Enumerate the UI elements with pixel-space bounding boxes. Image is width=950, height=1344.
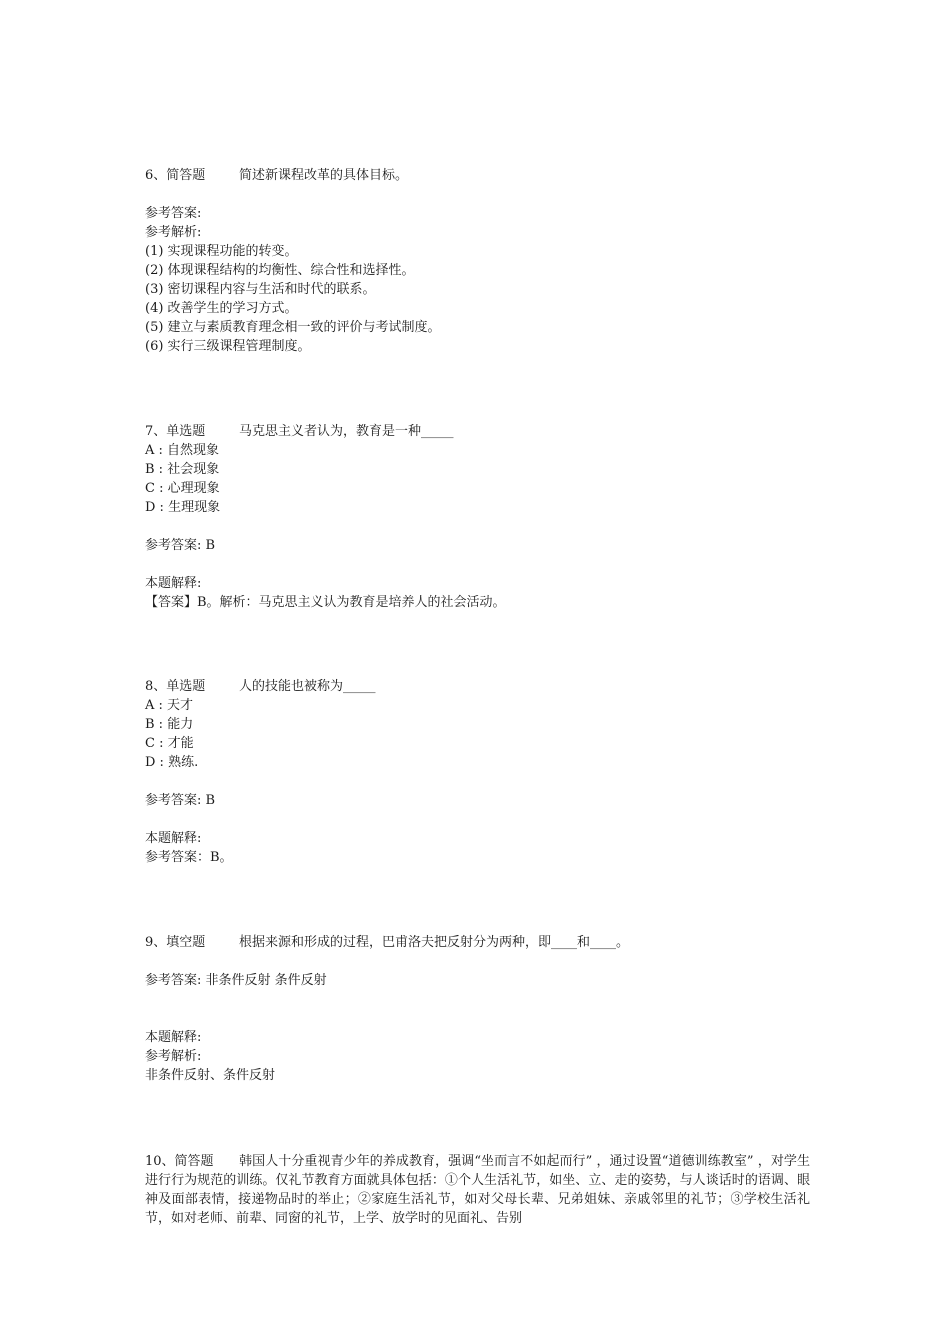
option-b: B : 能力 bbox=[145, 717, 194, 732]
question-6-header bbox=[145, 166, 810, 185]
option-d: D : 熟练. bbox=[145, 755, 199, 770]
explain-text: 【答案】B。解析：马克思主义认为教育是培养人的社会活动。 bbox=[145, 595, 506, 610]
question-stem: 马克思主义者认为，教育是一种_____ bbox=[239, 424, 454, 439]
question-number: 7、单选题 bbox=[145, 424, 206, 439]
reference-answer: 参考答案: 非条件反射 条件反射 bbox=[145, 973, 327, 988]
question-number: 10、简答题 bbox=[145, 1154, 214, 1169]
question-8 bbox=[145, 677, 810, 867]
reference-answer: 参考答案: B bbox=[145, 538, 216, 553]
question-number: 6、简答题 bbox=[145, 168, 206, 183]
question-stem: 韩国人十分重视青少年的养成教育，强调“坐而言不如起而行” ，通过设置“道德训练教室” ，对学生进行行为规范的训练。仅礼节教育方面就具体包括：①个人生活礼节，如坐、立、走的姿势，与人谈话时的语调、眼神及面部表情，接递物品时的举止；②家庭生活礼节，如对父母长辈、兄弟姐妹、亲戚邻里的礼节；③学校生活礼节，如对老师、前辈、同窗的礼节，上学、放学时的见面礼、告别 bbox=[145, 1154, 810, 1226]
analysis-label: 参考解析: bbox=[145, 1049, 202, 1064]
question-9-header bbox=[145, 933, 810, 952]
option-b: B : 社会现象 bbox=[145, 462, 220, 477]
option-a: A : 天才 bbox=[145, 698, 194, 713]
question-6 bbox=[145, 166, 810, 356]
answer-label: 参考答案: bbox=[145, 206, 202, 221]
question-10 bbox=[145, 1152, 810, 1228]
question-stem: 简述新课程改革的具体目标。 bbox=[239, 168, 409, 183]
question-stem: 人的技能也被称为_____ bbox=[239, 679, 376, 694]
analysis-point: (5) 建立与素质教育理念相一致的评价与考试制度。 bbox=[145, 320, 441, 335]
option-d: D : 生理现象 bbox=[145, 500, 221, 515]
explain-label: 本题解释: bbox=[145, 831, 202, 846]
option-c: C : 心理现象 bbox=[145, 481, 220, 496]
option-a: A : 自然现象 bbox=[145, 443, 220, 458]
analysis-point: (3) 密切课程内容与生活和时代的联系。 bbox=[145, 282, 376, 297]
option-c: C : 才能 bbox=[145, 736, 194, 751]
explain-text: 参考答案：B。 bbox=[145, 850, 233, 865]
question-9 bbox=[145, 933, 810, 1085]
question-8-header bbox=[145, 677, 810, 696]
question-number: 8、单选题 bbox=[145, 679, 206, 694]
analysis-point: (2) 体现课程结构的均衡性、综合性和选择性。 bbox=[145, 263, 415, 278]
explain-label: 本题解释: bbox=[145, 576, 202, 591]
question-7 bbox=[145, 422, 810, 612]
explain-label: 本题解释: bbox=[145, 1030, 202, 1045]
analysis-point: (6) 实行三级课程管理制度。 bbox=[145, 339, 311, 354]
explain-text: 非条件反射、条件反射 bbox=[145, 1068, 276, 1083]
analysis-point: (1) 实现课程功能的转变。 bbox=[145, 244, 298, 259]
question-number: 9、填空题 bbox=[145, 935, 206, 950]
analysis-point: (4) 改善学生的学习方式。 bbox=[145, 301, 298, 316]
analysis-label: 参考解析: bbox=[145, 225, 202, 240]
question-7-header bbox=[145, 422, 810, 441]
reference-answer: 参考答案: B bbox=[145, 793, 216, 808]
question-stem: 根据来源和形成的过程，巴甫洛夫把反射分为两种，即____和____。 bbox=[239, 935, 630, 950]
